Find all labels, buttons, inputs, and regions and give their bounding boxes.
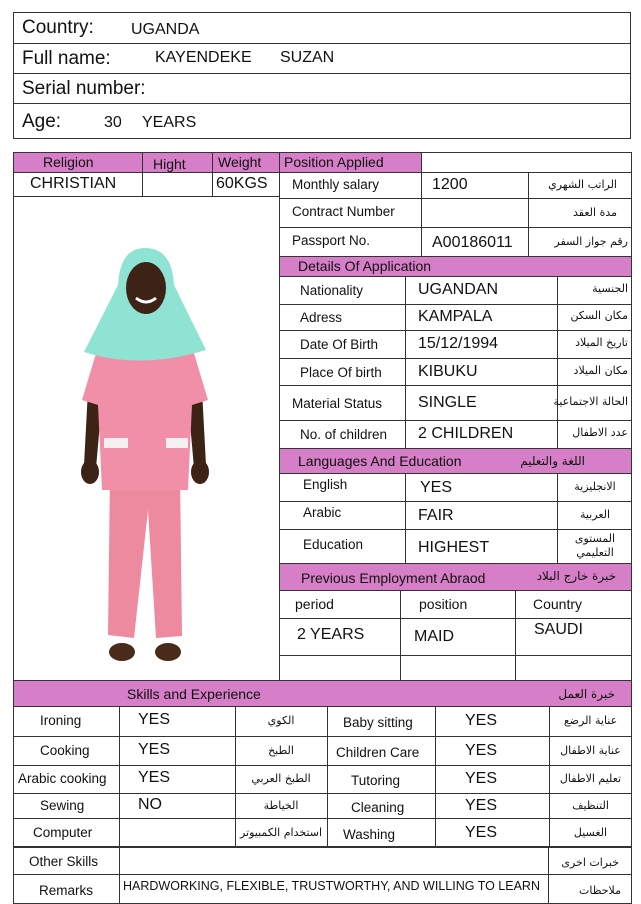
employment-line-2 bbox=[279, 655, 632, 656]
fullname-label: Full name: bbox=[22, 48, 111, 69]
languages-ar: المستوى التعليمي bbox=[574, 532, 616, 560]
skill-label: Baby sitting bbox=[343, 715, 413, 730]
skill-ar: تعليم الاطفال bbox=[559, 772, 622, 785]
skill-label: Sewing bbox=[40, 798, 85, 813]
languages-label: English bbox=[303, 477, 348, 492]
country-value: UGANDA bbox=[131, 21, 200, 38]
salary-ar: الراتب الشهري bbox=[548, 178, 617, 191]
contract-ar: مدة العقد bbox=[573, 206, 617, 219]
skill-value: YES bbox=[465, 742, 498, 759]
skill-ar: الغسيل bbox=[573, 826, 608, 839]
application-value: 15/12/1994 bbox=[418, 335, 499, 352]
application-title: Details Of Application bbox=[298, 258, 432, 274]
fullname-last: SUZAN bbox=[280, 49, 335, 66]
skill-value: YES bbox=[465, 712, 498, 729]
skill-value: YES bbox=[465, 824, 498, 841]
application-value: UGANDAN bbox=[418, 281, 499, 298]
other-skills-label: Other Skills bbox=[29, 854, 99, 869]
application-label: Nationality bbox=[300, 283, 364, 298]
application-value: KIBUKU bbox=[418, 363, 478, 380]
skill-label: Ironing bbox=[40, 713, 82, 728]
skills-cell bbox=[119, 765, 236, 794]
application-value: 2 CHILDREN bbox=[418, 425, 514, 442]
skill-label: Arabic cooking bbox=[18, 771, 107, 786]
skills-title: Skills and Experience bbox=[127, 686, 261, 702]
position-label: Position Applied bbox=[284, 154, 384, 170]
height-label: Hight bbox=[153, 156, 186, 172]
skill-label: Cleaning bbox=[351, 800, 405, 815]
skill-ar: الخياطة bbox=[263, 799, 299, 812]
skills-cell bbox=[119, 706, 236, 737]
remarks-label: Remarks bbox=[39, 883, 94, 898]
employment-position: MAID bbox=[414, 628, 454, 645]
employment-title-ar: خبرة خارج البلاد bbox=[536, 569, 616, 583]
application-ar: تاريخ الميلاد bbox=[575, 336, 628, 349]
remarks-value: HARDWORKING, FLEXIBLE, TRUSTWORTHY, AND WILLING TO LEARN bbox=[123, 879, 540, 893]
employment-period: 2 YEARS bbox=[297, 626, 365, 643]
age-unit: YEARS bbox=[142, 114, 197, 131]
application-value: KAMPALA bbox=[418, 308, 493, 325]
country-label: Country: bbox=[22, 17, 94, 38]
application-label: Date Of Birth bbox=[300, 337, 379, 352]
languages-label: Arabic bbox=[303, 505, 342, 520]
skill-ar: عناية الرضع bbox=[563, 714, 618, 727]
application-ar: عدد الاطفال bbox=[572, 426, 628, 439]
weight-value: 60KGS bbox=[216, 175, 268, 192]
skill-label: Washing bbox=[343, 827, 396, 842]
application-label: Place Of birth bbox=[300, 365, 382, 380]
employment-country: SAUDI bbox=[534, 621, 583, 638]
position-value-cell bbox=[421, 152, 632, 173]
skill-ar: استخدام الكمبيوتر bbox=[239, 826, 323, 839]
skill-value: YES bbox=[465, 770, 498, 787]
languages-label-cell bbox=[279, 501, 406, 530]
employment-title: Previous Employment Abraod bbox=[301, 570, 486, 586]
skills-title-ar: خبرة العمل bbox=[558, 687, 615, 701]
application-label-cell bbox=[279, 304, 406, 331]
passport-value: A00186011 bbox=[432, 234, 513, 251]
languages-value: FAIR bbox=[418, 507, 454, 524]
employment-header-period: period bbox=[295, 596, 334, 612]
application-ar: مكان السكن bbox=[570, 309, 628, 322]
languages-value: YES bbox=[420, 479, 453, 496]
remarks-ar: ملاحظات bbox=[579, 884, 621, 897]
serial-label: Serial number: bbox=[22, 78, 146, 99]
application-ar: الجنسية bbox=[592, 282, 628, 295]
other-skills-value-cell bbox=[119, 846, 549, 875]
skill-value: NO bbox=[138, 796, 162, 813]
age-value: 30 bbox=[104, 114, 122, 131]
languages-title-ar: اللغة والتعليم bbox=[520, 454, 585, 468]
other-skills-ar: خبرات اخرى bbox=[561, 856, 619, 869]
skills-cell bbox=[119, 818, 236, 848]
salary-value: 1200 bbox=[432, 176, 468, 193]
skill-ar: الطبخ العربي bbox=[251, 772, 311, 785]
country-row bbox=[13, 12, 631, 44]
languages-title: Languages And Education bbox=[298, 453, 462, 469]
skill-label: Tutoring bbox=[351, 773, 401, 788]
salary-label: Monthly salary bbox=[292, 177, 380, 192]
skills-cell bbox=[119, 793, 236, 819]
passport-ar: رقم جواز السفر bbox=[554, 235, 628, 248]
height-cell bbox=[142, 172, 213, 197]
application-value: SINGLE bbox=[418, 394, 477, 411]
fullname-first: KAYENDEKE bbox=[155, 49, 252, 66]
contract-value-cell bbox=[421, 198, 529, 228]
application-label: No. of children bbox=[300, 427, 388, 442]
skill-value: YES bbox=[138, 769, 171, 786]
languages-value: HIGHEST bbox=[418, 539, 490, 556]
religion-label: Religion bbox=[43, 154, 94, 170]
skill-value: YES bbox=[138, 741, 171, 758]
application-label: Material Status bbox=[292, 396, 383, 411]
application-ar: مكان الميلاد bbox=[573, 364, 628, 377]
languages-label: Education bbox=[303, 537, 364, 552]
application-ar: الحالة الاجتماعية bbox=[553, 395, 628, 408]
passport-label: Passport No. bbox=[292, 233, 371, 248]
contract-label: Contract Number bbox=[292, 204, 395, 219]
skill-value: YES bbox=[465, 797, 498, 814]
employment-header-position: position bbox=[419, 596, 468, 612]
skill-ar: التنظيف bbox=[572, 799, 609, 812]
skill-ar: الطبخ bbox=[268, 744, 294, 757]
weight-label: Weight bbox=[218, 154, 262, 170]
skills-cell bbox=[119, 736, 236, 766]
religion-value: CHRISTIAN bbox=[30, 175, 117, 192]
employment-line-1 bbox=[279, 618, 632, 619]
skill-ar: الكوي bbox=[267, 714, 295, 727]
age-label: Age: bbox=[22, 111, 62, 132]
skill-ar: عناية الاطفال bbox=[560, 744, 621, 757]
languages-ar: العربية bbox=[579, 508, 611, 521]
languages-ar: الانجليزية bbox=[574, 480, 616, 493]
skill-label: Children Care bbox=[336, 745, 420, 760]
applicant-photo bbox=[70, 240, 230, 675]
skill-label: Computer bbox=[33, 825, 93, 840]
employment-header-country: Country bbox=[533, 596, 583, 612]
skill-value: YES bbox=[138, 711, 171, 728]
skills-header bbox=[13, 680, 632, 707]
person-figure bbox=[81, 248, 209, 661]
skill-label: Cooking bbox=[40, 743, 90, 758]
application-label: Adress bbox=[300, 310, 343, 325]
